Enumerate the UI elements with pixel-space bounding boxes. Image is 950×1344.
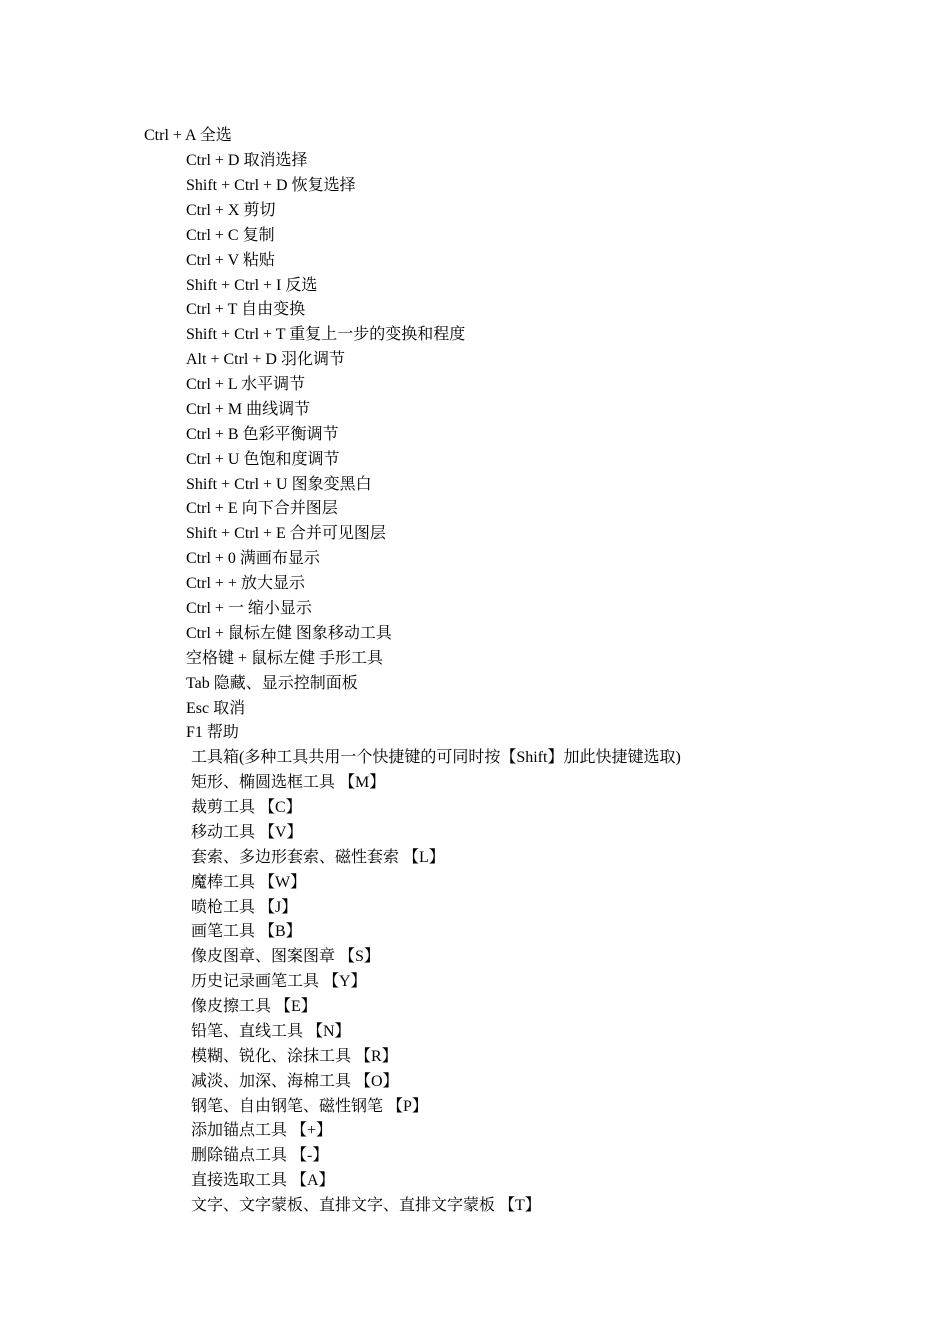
shortcut-line: Ctrl + B 色彩平衡调节 bbox=[186, 426, 339, 443]
shortcut-line: Ctrl + V 粘贴 bbox=[186, 252, 275, 269]
shortcut-line: Shift + Ctrl + U 图象变黑白 bbox=[186, 476, 372, 493]
tool-shortcut-line: 铅笔、直线工具 【N】 bbox=[191, 1023, 351, 1040]
tool-shortcut-line: 钢笔、自由钢笔、磁性钢笔 【P】 bbox=[191, 1098, 428, 1115]
tool-shortcut-line: 添加锚点工具 【+】 bbox=[191, 1122, 333, 1139]
tool-shortcut-line: 像皮擦工具 【E】 bbox=[191, 998, 317, 1015]
shortcut-line: Alt + Ctrl + D 羽化调节 bbox=[186, 351, 345, 368]
shortcut-line: Ctrl + 鼠标左健 图象移动工具 bbox=[186, 625, 392, 642]
tool-shortcut-line: 减淡、加深、海棉工具 【O】 bbox=[191, 1073, 399, 1090]
shortcut-line: Ctrl + X 剪切 bbox=[186, 202, 276, 219]
tool-shortcut-line: 魔棒工具 【W】 bbox=[191, 874, 307, 891]
shortcut-line: Ctrl + + 放大显示 bbox=[186, 575, 305, 592]
shortcut-line: Ctrl + 0 满画布显示 bbox=[186, 550, 320, 567]
toolbox-heading: 工具箱(多种工具共用一个快捷键的可同时按【Shift】加此快捷键选取) bbox=[191, 749, 681, 766]
shortcut-line: Ctrl + M 曲线调节 bbox=[186, 401, 311, 418]
shortcut-line: Tab 隐藏、显示控制面板 bbox=[186, 675, 358, 692]
tool-shortcut-line: 移动工具 【V】 bbox=[191, 824, 303, 841]
tool-shortcut-line: 文字、文字蒙板、直排文字、直排文字蒙板 【T】 bbox=[191, 1197, 541, 1214]
shortcut-line: Ctrl + D 取消选择 bbox=[186, 152, 308, 169]
shortcut-line: Shift + Ctrl + E 合并可见图层 bbox=[186, 525, 386, 542]
shortcut-line: F1 帮助 bbox=[186, 724, 239, 741]
tool-shortcut-line: 喷枪工具 【J】 bbox=[191, 899, 298, 916]
tool-shortcut-line: 模糊、锐化、涂抹工具 【R】 bbox=[191, 1048, 398, 1065]
shortcut-line: Ctrl + U 色饱和度调节 bbox=[186, 451, 340, 468]
tool-shortcut-line: 画笔工具 【B】 bbox=[191, 923, 302, 940]
tool-shortcut-line: 像皮图章、图案图章 【S】 bbox=[191, 948, 380, 965]
shortcut-line: Ctrl + 一 缩小显示 bbox=[186, 600, 312, 617]
tool-shortcut-line: 历史记录画笔工具 【Y】 bbox=[191, 973, 367, 990]
shortcut-line: Ctrl + T 自由变换 bbox=[186, 301, 306, 318]
shortcut-line: 空格键 + 鼠标左健 手形工具 bbox=[186, 650, 384, 667]
tool-shortcut-line: 套索、多边形套索、磁性套索 【L】 bbox=[191, 849, 445, 866]
shortcut-line: Shift + Ctrl + D 恢复选择 bbox=[186, 177, 356, 194]
shortcut-line: Esc 取消 bbox=[186, 700, 246, 717]
tool-shortcut-line: 裁剪工具 【C】 bbox=[191, 799, 302, 816]
tool-shortcut-line: 删除锚点工具 【-】 bbox=[191, 1147, 329, 1164]
tool-shortcut-line: 直接选取工具 【A】 bbox=[191, 1172, 335, 1189]
shortcut-line: Shift + Ctrl + T 重复上一步的变换和程度 bbox=[186, 326, 466, 343]
shortcut-line: Shift + Ctrl + I 反选 bbox=[186, 277, 318, 294]
shortcut-line-select-all: Ctrl + A 全选 bbox=[144, 127, 232, 144]
tool-shortcut-line: 矩形、椭圆选框工具 【M】 bbox=[191, 774, 386, 791]
shortcut-line: Ctrl + L 水平调节 bbox=[186, 376, 306, 393]
shortcut-line: Ctrl + C 复制 bbox=[186, 227, 275, 244]
shortcut-line: Ctrl + E 向下合并图层 bbox=[186, 500, 338, 517]
